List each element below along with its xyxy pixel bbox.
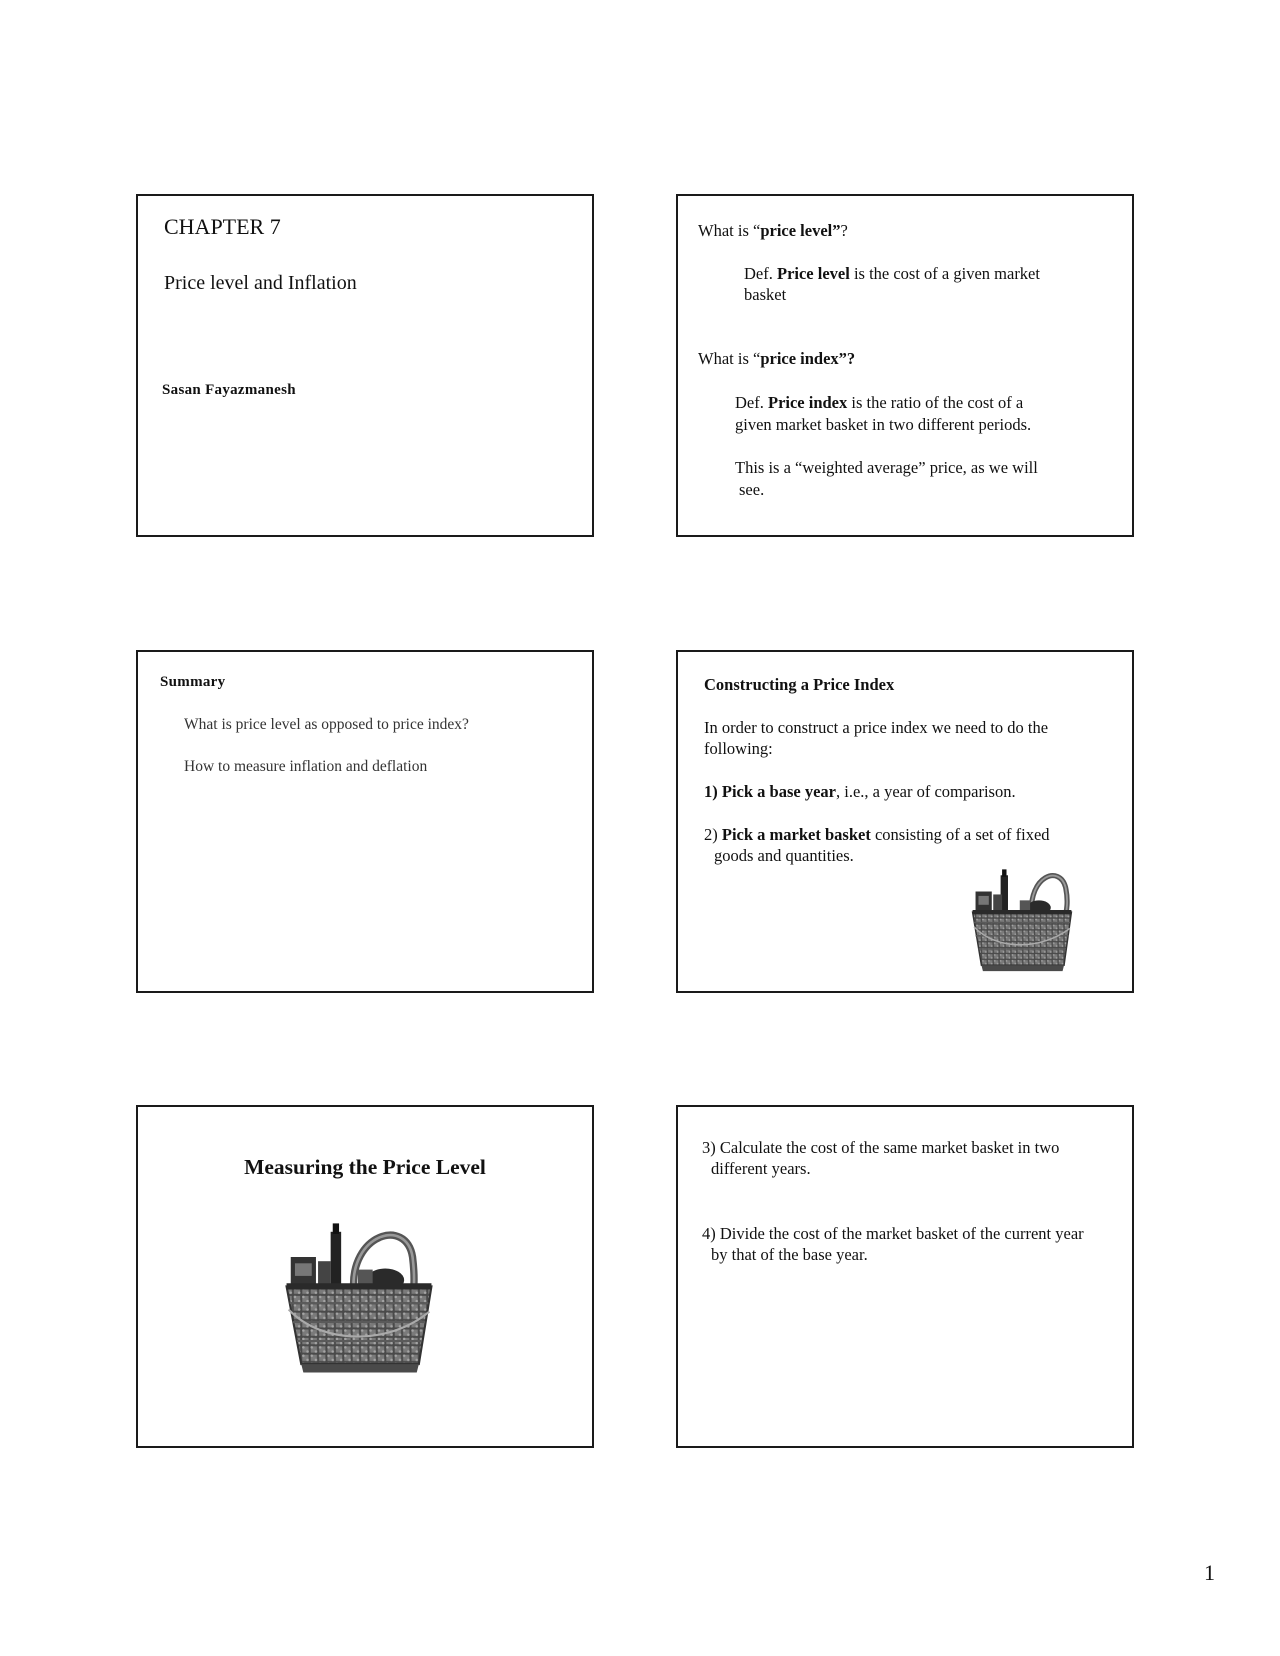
chapter-heading: CHAPTER 7 [164, 214, 281, 239]
page-number: 1 [1204, 1560, 1215, 1585]
market-basket-icon [966, 862, 1078, 980]
step-4-line2: by that of the base year. [711, 1245, 868, 1264]
slide-3-summary [136, 650, 594, 993]
intro-text: In order to construct a price index we need to do the [704, 718, 1049, 737]
summary-title: Summary [160, 674, 226, 690]
definition-price-level-line2: basket [744, 285, 787, 304]
step-1: 1) Pick a base year, i.e., a year of comparison. [704, 782, 1016, 801]
market-basket-icon [280, 1215, 438, 1383]
question-price-level: What is “price level”? [698, 221, 848, 240]
weighted-average-note-line2: see. [739, 480, 765, 499]
list-item: What is price level as opposed to price index? [184, 716, 469, 733]
slide-4-constructing-index [676, 650, 1134, 993]
slide-title: Constructing a Price Index [704, 675, 895, 694]
definition-price-level: Def. Price level is the cost of a given market [744, 264, 1040, 283]
intro-text-line2: following: [704, 739, 773, 758]
slide-6-steps [676, 1105, 1134, 1448]
weighted-average-note: This is a “weighted average” price, as we will [735, 458, 1038, 477]
step-2: 2) Pick a market basket consisting of a set of fixed [704, 825, 1050, 844]
step-3-line2: different years. [711, 1159, 811, 1178]
slide-title: Measuring the Price Level [244, 1155, 486, 1179]
slide-2-definitions [676, 194, 1134, 537]
list-item: How to measure inflation and deflation [184, 758, 428, 775]
slide-5-measuring [136, 1105, 594, 1448]
author-name: Sasan Fayazmanesh [162, 382, 296, 398]
step-3: 3) Calculate the cost of the same market basket in two [702, 1138, 1060, 1157]
definition-price-index: Def. Price index is the ratio of the cost of a [735, 393, 1024, 412]
step-2-line2: goods and quantities. [714, 846, 854, 865]
chapter-title: Price level and Inflation [164, 272, 357, 294]
definition-price-index-line2: given market basket in two different periods. [735, 415, 1032, 434]
slide-1-title [136, 194, 594, 537]
question-price-index: What is “price index”? [698, 349, 856, 368]
step-4: 4) Divide the cost of the market basket of the current year [702, 1224, 1084, 1243]
